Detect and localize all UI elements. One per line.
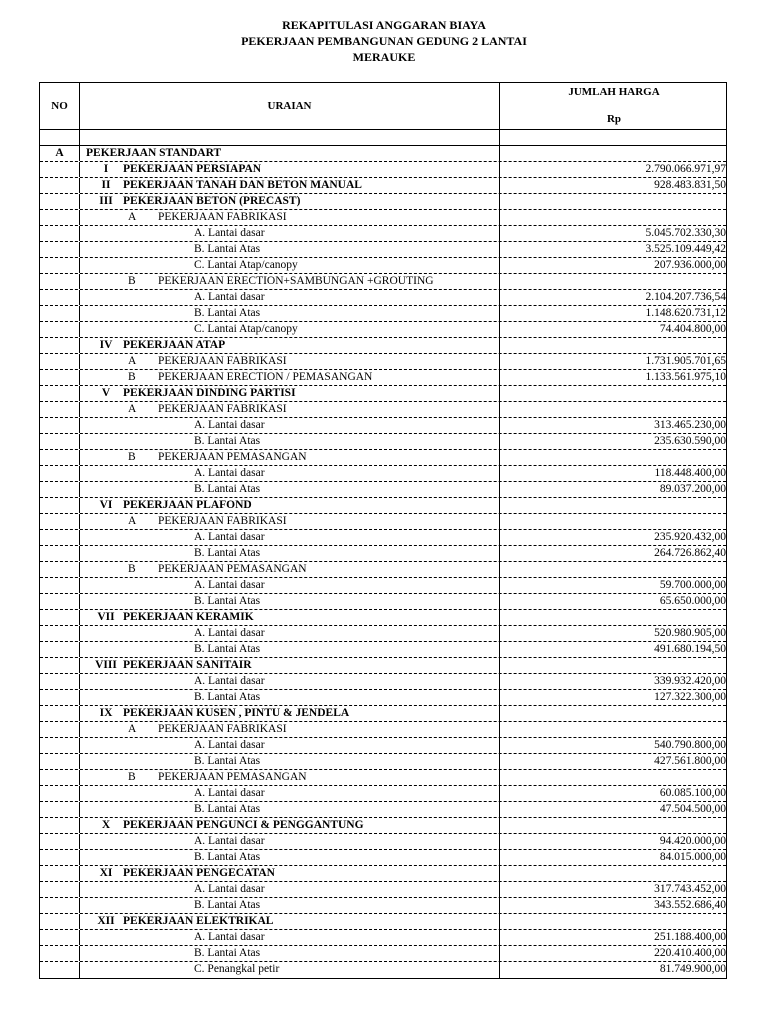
row-no-cell <box>40 962 80 978</box>
row-description-cell <box>80 786 500 801</box>
row-description-cell <box>80 434 500 449</box>
row-no-cell <box>40 386 80 401</box>
table-row <box>40 658 726 674</box>
item-label: A. Lantai dasar <box>194 835 265 847</box>
table-row <box>40 930 726 946</box>
row-amount: 81.749.900,00 <box>659 963 726 975</box>
header-jumlah-harga <box>500 83 728 129</box>
row-no-cell <box>40 898 80 913</box>
row-amount: 1.148.620.731,12 <box>645 307 726 319</box>
table-row <box>40 290 726 306</box>
row-description-cell <box>80 722 500 737</box>
row-amount <box>500 194 728 209</box>
item-label: B. Lantai Atas <box>194 803 261 815</box>
row-no-cell <box>40 514 80 529</box>
table-row <box>40 690 726 706</box>
row-description-cell <box>80 226 500 241</box>
table-row <box>40 498 726 514</box>
table-row <box>40 194 726 210</box>
document-title-line-1: REKAPITULASI ANGGARAN BIAYA <box>282 18 486 32</box>
item-label: A. Lantai dasar <box>194 467 265 479</box>
row-description-cell <box>80 274 500 289</box>
row-amount: 5.045.702.330,30 <box>645 227 726 239</box>
table-row <box>40 482 726 498</box>
table-row <box>40 882 726 898</box>
section-label: PEKERJAAN KUSEN , PINTU & JENDELA <box>123 707 350 719</box>
table-row <box>40 370 726 386</box>
table-row <box>40 450 726 466</box>
row-no-cell <box>40 402 80 417</box>
row-amount: 127.322.300,00 <box>654 691 726 703</box>
row-amount <box>500 562 728 577</box>
row-description-cell <box>80 322 500 337</box>
spacer-cell-no <box>40 130 80 145</box>
row-description-cell <box>80 690 500 705</box>
row-description-cell <box>80 594 500 609</box>
document-title-line-3: MERAUKE <box>352 50 416 64</box>
row-description-cell <box>80 914 500 929</box>
row-no-cell <box>40 578 80 593</box>
row-amount: 235.630.590,00 <box>654 435 726 447</box>
item-label: C. Lantai Atap/canopy <box>194 259 298 271</box>
subsection-code: B <box>128 371 136 383</box>
row-no-cell <box>40 850 80 865</box>
row-description-cell <box>80 482 500 497</box>
row-amount <box>500 338 728 353</box>
table-row <box>40 530 726 546</box>
row-amount: 2.104.207.736,54 <box>645 291 726 303</box>
table-row <box>40 274 726 290</box>
table-row <box>40 546 726 562</box>
item-label: B. Lantai Atas <box>194 899 261 911</box>
section-label: PEKERJAAN PERSIAPAN <box>123 163 262 175</box>
row-no-cell <box>40 450 80 465</box>
row-amount: 60.085.100,00 <box>659 787 726 799</box>
document-title-line-2: PEKERJAAN PEMBANGUNAN GEDUNG 2 LANTAI <box>241 34 527 48</box>
section-label: PEKERJAAN ELEKTRIKAL <box>123 915 274 927</box>
item-label: C. Lantai Atap/canopy <box>194 323 298 335</box>
row-no-cell <box>40 226 80 241</box>
table-row <box>40 642 726 658</box>
subsection-label: PEKERJAAN FABRIKASI <box>158 515 287 527</box>
row-amount: 47.504.500,00 <box>659 803 726 815</box>
table-row <box>40 818 726 834</box>
item-label: A. Lantai dasar <box>194 531 265 543</box>
item-label: A. Lantai dasar <box>194 739 265 751</box>
row-amount: 89.037.200,00 <box>659 483 726 495</box>
row-no-cell <box>40 562 80 577</box>
row-amount: 264.726.862,40 <box>654 547 726 559</box>
table-row <box>40 162 726 178</box>
row-no-cell <box>40 914 80 929</box>
row-amount: 65.650.000,00 <box>659 595 726 607</box>
section-code: I <box>103 163 109 175</box>
section-code: V <box>101 387 111 399</box>
row-amount: 491.680.194,50 <box>654 643 726 655</box>
row-amount: 427.561.800,00 <box>654 755 726 767</box>
row-description-cell <box>80 898 500 913</box>
row-amount <box>500 146 728 161</box>
subsection-code: A <box>128 515 137 527</box>
row-amount <box>500 610 728 625</box>
table-row <box>40 562 726 578</box>
row-no-cell <box>40 738 80 753</box>
row-amount <box>500 866 728 881</box>
row-description-cell <box>80 146 500 161</box>
row-description-cell <box>80 242 500 257</box>
item-label: A. Lantai dasar <box>194 419 265 431</box>
row-no-cell <box>40 530 80 545</box>
row-amount: 313.465.230,00 <box>654 419 726 431</box>
row-description-cell <box>80 850 500 865</box>
row-no-cell <box>40 354 80 369</box>
row-description-cell <box>80 658 500 673</box>
row-no-cell <box>40 290 80 305</box>
table-row <box>40 722 726 738</box>
row-description-cell <box>80 306 500 321</box>
row-no-cell <box>40 434 80 449</box>
item-label: B. Lantai Atas <box>194 595 261 607</box>
item-label: B. Lantai Atas <box>194 307 261 319</box>
row-amount <box>500 658 728 673</box>
header-jumlah-label: JUMLAH HARGA <box>568 86 660 98</box>
item-label: B. Lantai Atas <box>194 435 261 447</box>
table-row <box>40 898 726 914</box>
row-description-cell <box>80 610 500 625</box>
subsection-label: PEKERJAAN FABRIKASI <box>158 403 287 415</box>
section-code: II <box>101 179 111 191</box>
row-no-cell <box>40 594 80 609</box>
row-no-cell <box>40 818 80 833</box>
row-amount: 520.980.905,00 <box>654 627 726 639</box>
table-row <box>40 866 726 882</box>
row-amount: 317.743.452,00 <box>654 883 726 895</box>
row-description-cell <box>80 962 500 978</box>
row-no-cell <box>40 322 80 337</box>
row-amount <box>500 770 728 785</box>
table-row <box>40 834 726 850</box>
row-no-cell <box>40 946 80 961</box>
table-row <box>40 354 726 370</box>
table-row <box>40 850 726 866</box>
table-row <box>40 754 726 770</box>
subsection-label: PEKERJAAN ERECTION+SAMBUNGAN +GROUTING <box>158 275 434 287</box>
row-amount <box>500 706 728 721</box>
row-no-cell <box>40 610 80 625</box>
table-row <box>40 210 726 226</box>
table-row <box>40 258 726 274</box>
row-amount: 928.483.831,50 <box>654 179 726 191</box>
row-amount: 540.790.800,00 <box>654 739 726 751</box>
row-amount <box>500 722 728 737</box>
row-no-cell <box>40 466 80 481</box>
row-amount: 94.420.000,00 <box>659 835 726 847</box>
row-amount: 1.731.905.701,65 <box>645 355 726 367</box>
row-description-cell <box>80 178 500 193</box>
row-amount: 339.932.420,00 <box>654 675 726 687</box>
row-description-cell <box>80 706 500 721</box>
row-no-cell <box>40 802 80 817</box>
row-no-cell <box>40 642 80 657</box>
row-no-cell <box>40 258 80 273</box>
row-no-cell: A <box>40 146 80 161</box>
item-label: A. Lantai dasar <box>194 227 265 239</box>
table-row <box>40 610 726 626</box>
row-amount: 3.525.109.449,42 <box>645 243 726 255</box>
row-no-cell <box>40 882 80 897</box>
section-code: IX <box>99 707 113 719</box>
row-no-cell <box>40 162 80 177</box>
row-no-cell <box>40 370 80 385</box>
spacer-cell-amount <box>500 130 728 145</box>
table-row <box>40 770 726 786</box>
table-row <box>40 786 726 802</box>
row-description-cell <box>80 498 500 513</box>
subsection-code: B <box>128 563 136 575</box>
table-spacer-row <box>39 130 727 146</box>
table-row <box>40 226 726 242</box>
table-row <box>40 914 726 930</box>
section-label: PEKERJAAN KERAMIK <box>123 611 254 623</box>
row-description-cell <box>80 386 500 401</box>
table-row <box>40 402 726 418</box>
row-description-cell <box>80 578 500 593</box>
table-row <box>40 706 726 722</box>
row-description-cell <box>80 818 500 833</box>
subsection-code: A <box>128 355 137 367</box>
row-description-cell <box>80 754 500 769</box>
row-no-cell <box>40 834 80 849</box>
subsection-code: B <box>128 771 136 783</box>
row-no-cell <box>40 754 80 769</box>
table-row <box>40 418 726 434</box>
row-no-cell <box>40 674 80 689</box>
subsection-label: PEKERJAAN PEMASANGAN <box>158 451 307 463</box>
row-amount <box>500 914 728 929</box>
row-amount: 2.790.066.971,97 <box>645 163 726 175</box>
row-description-cell <box>80 194 500 209</box>
row-amount: 59.700.000,00 <box>659 579 726 591</box>
row-amount: 220.410.400,00 <box>654 947 726 959</box>
subsection-label: PEKERJAAN PEMASANGAN <box>158 771 307 783</box>
row-amount: 84.015.000,00 <box>659 851 726 863</box>
row-no-cell <box>40 626 80 641</box>
row-no-cell <box>40 546 80 561</box>
section-code: VI <box>99 499 113 511</box>
table-row <box>40 578 726 594</box>
item-label: A. Lantai dasar <box>194 627 265 639</box>
item-label: B. Lantai Atas <box>194 483 261 495</box>
row-amount <box>500 450 728 465</box>
subsection-label: PEKERJAAN PEMASANGAN <box>158 563 307 575</box>
row-amount <box>500 386 728 401</box>
section-code: III <box>99 195 113 207</box>
section-label: PEKERJAAN PLAFOND <box>123 499 252 511</box>
row-amount <box>500 402 728 417</box>
budget-recap-table <box>39 82 727 979</box>
row-no-cell <box>40 242 80 257</box>
row-no-cell <box>40 930 80 945</box>
header-uraian: URAIAN <box>80 83 500 129</box>
row-description-cell <box>80 402 500 417</box>
section-label: PEKERJAAN TANAH DAN BETON MANUAL <box>123 179 362 191</box>
section-code: VII <box>97 611 115 623</box>
table-row <box>40 178 726 194</box>
table-body <box>39 146 727 979</box>
row-no-cell <box>40 498 80 513</box>
subsection-label: PEKERJAAN ERECTION / PEMASANGAN <box>158 371 373 383</box>
row-description-cell <box>80 866 500 881</box>
row-no-cell <box>40 658 80 673</box>
item-label: A. Lantai dasar <box>194 931 265 943</box>
item-label: A. Lantai dasar <box>194 579 265 591</box>
row-no-cell <box>40 690 80 705</box>
header-currency: Rp <box>606 113 622 125</box>
section-label: PEKERJAAN SANITAIR <box>123 659 252 671</box>
item-label: A. Lantai dasar <box>194 883 265 895</box>
table-row <box>40 626 726 642</box>
item-label: A. Lantai dasar <box>194 787 265 799</box>
row-description-cell <box>80 466 500 481</box>
category-label: PEKERJAAN STANDART <box>86 147 222 159</box>
row-no-cell <box>40 770 80 785</box>
section-label: PEKERJAAN ATAP <box>123 339 226 351</box>
section-code: X <box>101 819 111 831</box>
table-row <box>40 514 726 530</box>
table-header <box>39 82 727 130</box>
row-no-cell <box>40 274 80 289</box>
spacer-cell-desc <box>80 130 500 145</box>
row-no-cell <box>40 706 80 721</box>
subsection-label: PEKERJAAN FABRIKASI <box>158 211 287 223</box>
row-no-cell <box>40 306 80 321</box>
row-no-cell <box>40 482 80 497</box>
row-description-cell <box>80 450 500 465</box>
table-row <box>40 802 726 818</box>
section-label: PEKERJAAN BETON (PRECAST) <box>123 195 301 207</box>
item-label: B. Lantai Atas <box>194 243 261 255</box>
row-description-cell <box>80 626 500 641</box>
table-row <box>40 322 726 338</box>
table-row <box>40 386 726 402</box>
row-amount <box>500 818 728 833</box>
subsection-code: A <box>128 723 137 735</box>
table-row <box>40 338 726 354</box>
subsection-code: A <box>128 403 137 415</box>
row-no-cell <box>40 866 80 881</box>
row-amount <box>500 210 728 225</box>
section-label: PEKERJAAN PENGECATAN <box>123 867 275 879</box>
row-no-cell <box>40 210 80 225</box>
row-description-cell <box>80 834 500 849</box>
row-description-cell <box>80 338 500 353</box>
row-description-cell <box>80 514 500 529</box>
section-label: PEKERJAAN PENGUNCI & PENGGANTUNG <box>123 819 364 831</box>
section-code: XI <box>99 867 113 879</box>
row-description-cell <box>80 674 500 689</box>
table-row <box>40 738 726 754</box>
row-description-cell <box>80 738 500 753</box>
item-label: B. Lantai Atas <box>194 691 261 703</box>
row-amount: 207.936.000,00 <box>654 259 726 271</box>
row-description-cell <box>80 258 500 273</box>
subsection-code: A <box>128 211 137 223</box>
row-description-cell <box>80 370 500 385</box>
row-description-cell <box>80 162 500 177</box>
item-label: B. Lantai Atas <box>194 851 261 863</box>
table-row <box>40 466 726 482</box>
table-row <box>40 434 726 450</box>
subsection-code: B <box>128 275 136 287</box>
row-no-cell <box>40 338 80 353</box>
row-description-cell <box>80 802 500 817</box>
table-row <box>40 674 726 690</box>
section-code: IV <box>99 339 113 351</box>
table-row <box>40 594 726 610</box>
row-no-cell <box>40 418 80 433</box>
row-amount: 118.448.400,00 <box>654 467 726 479</box>
row-description-cell <box>80 546 500 561</box>
section-code: XII <box>97 915 115 927</box>
row-amount <box>500 498 728 513</box>
table-row <box>40 146 726 162</box>
row-no-cell <box>40 722 80 737</box>
table-row <box>40 962 726 978</box>
item-label: C. Penangkal petir <box>194 963 280 975</box>
document-title-block <box>0 17 768 65</box>
item-label: B. Lantai Atas <box>194 643 261 655</box>
row-no-cell <box>40 786 80 801</box>
row-amount: 251.188.400,00 <box>654 931 726 943</box>
row-description-cell <box>80 770 500 785</box>
row-no-cell <box>40 178 80 193</box>
item-label: A. Lantai dasar <box>194 675 265 687</box>
section-label: PEKERJAAN DINDING PARTISI <box>123 387 296 399</box>
item-label: B. Lantai Atas <box>194 947 261 959</box>
row-description-cell <box>80 290 500 305</box>
row-description-cell <box>80 562 500 577</box>
table-row <box>40 946 726 962</box>
row-amount: 235.920.432,00 <box>654 531 726 543</box>
item-label: A. Lantai dasar <box>194 291 265 303</box>
table-row <box>40 306 726 322</box>
subsection-label: PEKERJAAN FABRIKASI <box>158 723 287 735</box>
row-no-cell <box>40 194 80 209</box>
row-description-cell <box>80 946 500 961</box>
row-description-cell <box>80 354 500 369</box>
subsection-code: B <box>128 451 136 463</box>
row-amount: 74.404.800,00 <box>659 323 726 335</box>
row-amount <box>500 274 728 289</box>
row-description-cell <box>80 210 500 225</box>
row-description-cell <box>80 882 500 897</box>
row-amount: 343.552.686,40 <box>654 899 726 911</box>
table-row <box>40 242 726 258</box>
row-description-cell <box>80 642 500 657</box>
row-description-cell <box>80 418 500 433</box>
subsection-label: PEKERJAAN FABRIKASI <box>158 355 287 367</box>
item-label: B. Lantai Atas <box>194 755 261 767</box>
row-amount <box>500 514 728 529</box>
item-label: B. Lantai Atas <box>194 547 261 559</box>
section-code: VIII <box>95 659 117 671</box>
header-no: NO <box>40 83 80 129</box>
row-amount: 1.133.561.975,10 <box>645 371 726 383</box>
row-description-cell <box>80 930 500 945</box>
row-description-cell <box>80 530 500 545</box>
